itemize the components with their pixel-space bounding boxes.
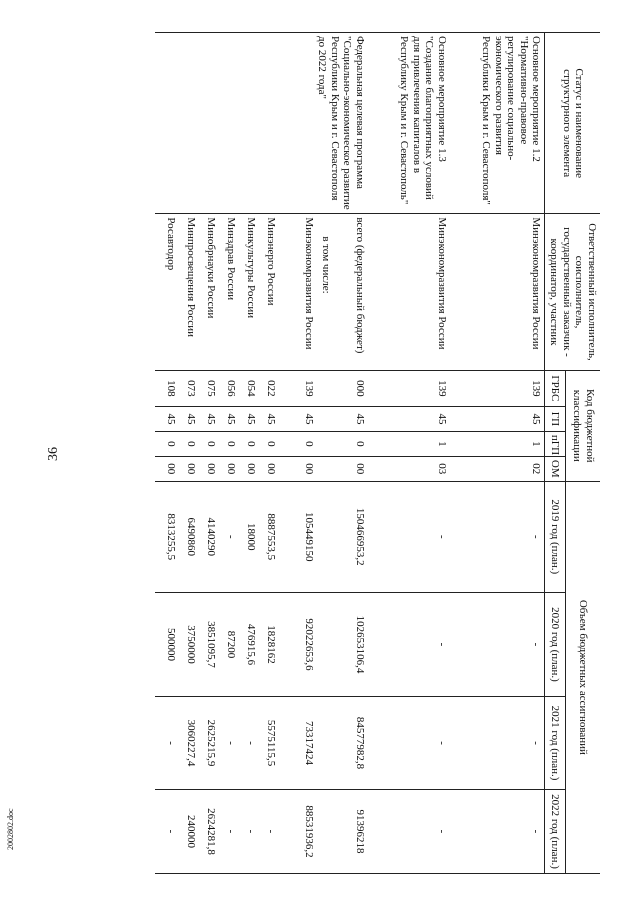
cell-om: 00 [199, 456, 219, 481]
cell-2021: 5575115,5 [259, 697, 279, 790]
cell-pgp: 0 [219, 431, 239, 456]
cell-om [317, 456, 334, 481]
cell-2021: - [450, 697, 545, 790]
cell-grbs: 022 [259, 370, 279, 406]
cell-pgp: 1 [450, 431, 545, 456]
cell-2020: 87200 [219, 592, 239, 696]
cell-responsible: в том числе: [317, 214, 334, 370]
header-2020: 2020 год (план.) [545, 592, 565, 696]
header-grbs: ГРБС [545, 370, 565, 406]
cell-2019: 4140290 [199, 481, 219, 592]
cell-om: 00 [239, 456, 259, 481]
cell-om: 00 [179, 456, 199, 481]
cell-om: 00 [334, 456, 368, 481]
table-row [334, 33, 368, 874]
cell-status: Основное мероприятие 1.3 "Создание благоприятных условий для привлечения капиталов в Республику Крым и г. Севастополь" [368, 33, 450, 214]
cell-2020: 3750000 [179, 592, 199, 696]
cell-gp: 45 [199, 406, 219, 431]
cell-2021: 73317424 [279, 697, 317, 790]
cell-pgp: 0 [259, 431, 279, 456]
cell-gp: 45 [155, 406, 179, 431]
cell-pgp [317, 431, 334, 456]
header-gp: ГП [545, 406, 565, 431]
cell-2019: - [450, 481, 545, 592]
cell-gp [317, 406, 334, 431]
cell-2021 [317, 697, 334, 790]
header-pgp: пГП [545, 431, 565, 456]
cell-2022: - [219, 790, 239, 874]
cell-responsible: Росавтодор [155, 214, 179, 370]
cell-2022: 88531936,2 [279, 790, 317, 874]
budget-table [155, 32, 600, 874]
cell-2021: 84577982,8 [334, 697, 368, 790]
cell-responsible: Минэкономразвития России [450, 214, 545, 370]
header-budget-code: Код бюджетной классификации [565, 370, 600, 481]
cell-grbs: 108 [155, 370, 179, 406]
header-2022: 2022 год (план.) [545, 790, 565, 874]
cell-2021: 3060227,4 [179, 697, 199, 790]
cell-2020: 500000 [155, 592, 179, 696]
cell-om: 02 [450, 456, 545, 481]
cell-2019: 6490860 [179, 481, 199, 592]
cell-2022: - [450, 790, 545, 874]
cell-2020 [317, 592, 334, 696]
cell-grbs: 054 [239, 370, 259, 406]
header-responsible: Ответственный исполнитель, соисполнитель, государственный заказчик - координатор, участник [545, 214, 600, 370]
header-budget-volume: Объем бюджетных ассигнований [565, 481, 600, 873]
cell-2021: - [155, 697, 179, 790]
cell-gp: 45 [179, 406, 199, 431]
cell-gp: 45 [239, 406, 259, 431]
cell-status: Основное мероприятие 1.2 "Нормативно-правовое регулирование социально-экономического развития Республики Крым и г. Севастополя" [450, 33, 545, 214]
cell-2020: - [450, 592, 545, 696]
cell-2020: 476915,6 [239, 592, 259, 696]
cell-2019: 150466953,2 [334, 481, 368, 592]
cell-gp: 45 [368, 406, 450, 431]
table-row [450, 33, 545, 874]
cell-2019: 105449150 [279, 481, 317, 592]
footer-filename: 2002802.doc [6, 808, 15, 850]
cell-2019: - [219, 481, 239, 592]
cell-2022: 240000 [179, 790, 199, 874]
cell-om: 00 [219, 456, 239, 481]
cell-2019: - [368, 481, 450, 592]
cell-2020: 3851095,7 [199, 592, 219, 696]
cell-responsible: Минобрнауки России [199, 214, 219, 370]
cell-grbs: 056 [219, 370, 239, 406]
cell-responsible: Минздрав России [219, 214, 239, 370]
cell-responsible: всего (федеральный бюджет) [334, 214, 368, 370]
cell-om: 03 [368, 456, 450, 481]
cell-om: 00 [279, 456, 317, 481]
cell-pgp: 0 [155, 431, 179, 456]
cell-2020: 92022653,6 [279, 592, 317, 696]
cell-2021: 2625215,9 [199, 697, 219, 790]
cell-responsible: Минэнерго России [259, 214, 279, 370]
cell-gp: 45 [450, 406, 545, 431]
cell-2022: 2624281,8 [199, 790, 219, 874]
cell-2020: 1828162 [259, 592, 279, 696]
cell-2019: 18000 [239, 481, 259, 592]
cell-2021: - [239, 697, 259, 790]
header-status: Статус и наименование структурного элемента [545, 33, 600, 214]
cell-grbs: 139 [368, 370, 450, 406]
cell-2022 [317, 790, 334, 874]
cell-grbs: 073 [179, 370, 199, 406]
cell-pgp: 0 [334, 431, 368, 456]
header-om: ОМ [545, 456, 565, 481]
cell-2021: - [368, 697, 450, 790]
cell-pgp: 0 [179, 431, 199, 456]
cell-responsible: Минэкономразвития России [279, 214, 317, 370]
cell-pgp: 0 [239, 431, 259, 456]
cell-grbs: 139 [450, 370, 545, 406]
cell-om: 00 [155, 456, 179, 481]
cell-2022: - [259, 790, 279, 874]
cell-2019: 8313255,5 [155, 481, 179, 592]
cell-responsible: Минэкономразвития России [368, 214, 450, 370]
cell-2021: - [219, 697, 239, 790]
cell-status: Федеральная целевая программа "Социально-экономическое развитие Республики Крым и г. Севастополя до 2022 года" [155, 33, 368, 214]
cell-2022: 91396218 [334, 790, 368, 874]
cell-2022: - [239, 790, 259, 874]
cell-2020: 102653106,4 [334, 592, 368, 696]
rotated-table-sheet [65, 32, 600, 874]
cell-grbs: 139 [279, 370, 317, 406]
cell-2022: - [368, 790, 450, 874]
header-2019: 2019 год (план.) [545, 481, 565, 592]
cell-gp: 45 [219, 406, 239, 431]
cell-pgp: 0 [199, 431, 219, 456]
cell-2022: - [155, 790, 179, 874]
page-number: 36 [46, 447, 61, 461]
cell-2019: 8887553,5 [259, 481, 279, 592]
cell-grbs: 075 [199, 370, 219, 406]
cell-2020: - [368, 592, 450, 696]
cell-pgp: 1 [368, 431, 450, 456]
cell-gp: 45 [279, 406, 317, 431]
cell-pgp: 0 [279, 431, 317, 456]
cell-gp: 45 [259, 406, 279, 431]
cell-om: 00 [259, 456, 279, 481]
cell-2019 [317, 481, 334, 592]
cell-grbs [317, 370, 334, 406]
cell-responsible: Минпросвещения России [179, 214, 199, 370]
cell-grbs: 000 [334, 370, 368, 406]
cell-responsible: Минкультуры России [239, 214, 259, 370]
table-row [368, 33, 450, 874]
header-2021: 2021 год (план.) [545, 697, 565, 790]
cell-gp: 45 [334, 406, 368, 431]
